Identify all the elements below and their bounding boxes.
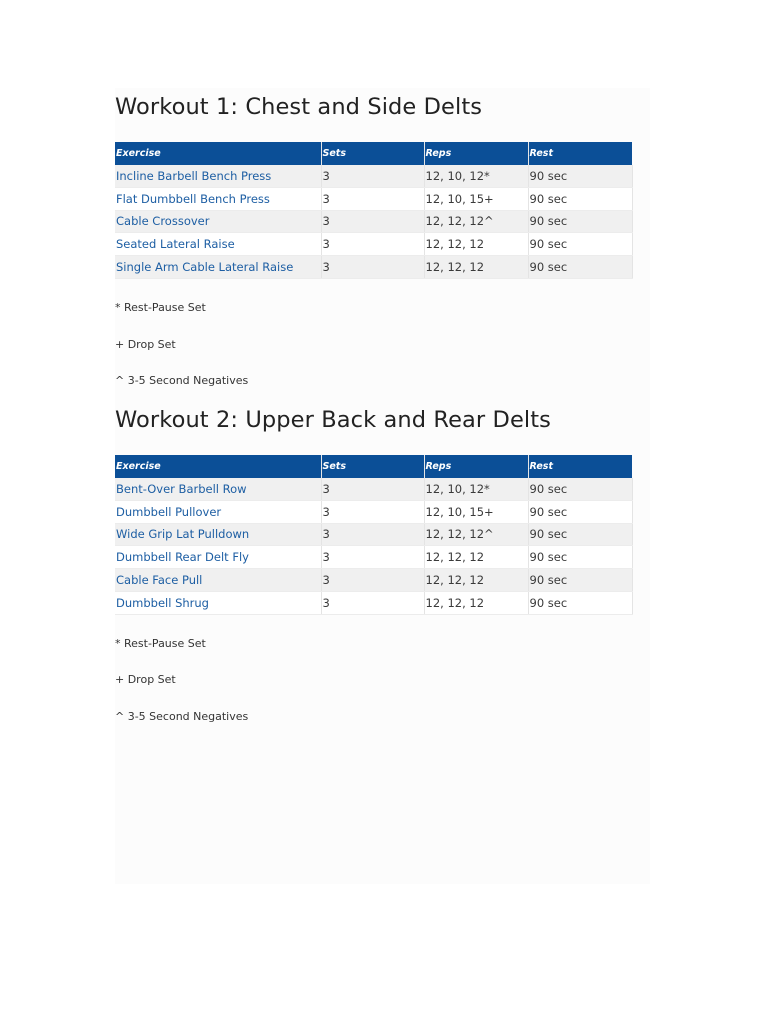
rest-cell: 90 sec <box>528 546 632 569</box>
note-rest-pause: * Rest-Pause Set <box>115 300 206 314</box>
reps-cell: 12, 12, 12^ <box>424 523 528 546</box>
workout-1-section <box>115 88 635 410</box>
table-row <box>115 256 632 279</box>
sets-cell: 3 <box>321 500 424 523</box>
exercise-link[interactable]: Flat Dumbbell Bench Press <box>115 187 321 210</box>
column-header-reps: Reps <box>424 455 528 478</box>
sets-cell: 3 <box>321 478 424 500</box>
note-drop-set: + Drop Set <box>115 337 176 351</box>
note-negatives: ^ 3-5 Second Negatives <box>115 710 249 724</box>
sets-cell: 3 <box>321 165 424 187</box>
reps-cell: 12, 12, 12 <box>424 256 528 279</box>
column-header-rest: Rest <box>528 142 632 165</box>
workout-2-title: Workout 2: Upper Back and Rear Delts <box>115 407 551 433</box>
reps-cell: 12, 10, 15+ <box>424 500 528 523</box>
sets-cell: 3 <box>321 210 424 233</box>
table-row <box>115 500 632 523</box>
note-drop-set: + Drop Set <box>115 673 176 687</box>
note-negatives: ^ 3-5 Second Negatives <box>115 374 249 388</box>
table-row <box>115 210 632 233</box>
table-row <box>115 478 632 500</box>
sets-cell: 3 <box>321 591 424 614</box>
reps-cell: 12, 12, 12^ <box>424 210 528 233</box>
exercise-link[interactable]: Dumbbell Rear Delt Fly <box>115 546 321 569</box>
table-header-row <box>115 455 632 478</box>
rest-cell: 90 sec <box>528 523 632 546</box>
column-header-exercise: Exercise <box>115 455 321 478</box>
rest-cell: 90 sec <box>528 187 632 210</box>
sets-cell: 3 <box>321 256 424 279</box>
reps-cell: 12, 10, 12* <box>424 478 528 500</box>
table-row <box>115 165 632 187</box>
exercise-link[interactable]: Dumbbell Shrug <box>115 591 321 614</box>
table-row <box>115 569 632 592</box>
note-rest-pause: * Rest-Pause Set <box>115 636 206 650</box>
reps-cell: 12, 10, 15+ <box>424 187 528 210</box>
rest-cell: 90 sec <box>528 210 632 233</box>
column-header-sets: Sets <box>321 142 424 165</box>
workout-2-notes <box>115 636 635 746</box>
sets-cell: 3 <box>321 187 424 210</box>
column-header-exercise: Exercise <box>115 142 321 165</box>
rest-cell: 90 sec <box>528 569 632 592</box>
sets-cell: 3 <box>321 569 424 592</box>
sets-cell: 3 <box>321 523 424 546</box>
reps-cell: 12, 12, 12 <box>424 591 528 614</box>
exercise-link[interactable]: Cable Face Pull <box>115 569 321 592</box>
table-row <box>115 546 632 569</box>
sets-cell: 3 <box>321 233 424 256</box>
exercise-link[interactable]: Dumbbell Pullover <box>115 500 321 523</box>
reps-cell: 12, 12, 12 <box>424 233 528 256</box>
exercise-link[interactable]: Seated Lateral Raise <box>115 233 321 256</box>
column-header-rest: Rest <box>528 455 632 478</box>
workout-2-table <box>115 455 633 615</box>
table-row <box>115 523 632 546</box>
workout-1-table <box>115 142 633 279</box>
rest-cell: 90 sec <box>528 500 632 523</box>
column-header-sets: Sets <box>321 455 424 478</box>
reps-cell: 12, 12, 12 <box>424 546 528 569</box>
rest-cell: 90 sec <box>528 165 632 187</box>
table-row <box>115 187 632 210</box>
workout-2-section <box>115 401 635 746</box>
rest-cell: 90 sec <box>528 478 632 500</box>
rest-cell: 90 sec <box>528 233 632 256</box>
exercise-link[interactable]: Wide Grip Lat Pulldown <box>115 523 321 546</box>
sets-cell: 3 <box>321 546 424 569</box>
table-row <box>115 233 632 256</box>
workout-1-title: Workout 1: Chest and Side Delts <box>115 94 483 120</box>
table-header-row <box>115 142 632 165</box>
table-row <box>115 591 632 614</box>
rest-cell: 90 sec <box>528 256 632 279</box>
exercise-link[interactable]: Bent-Over Barbell Row <box>115 478 321 500</box>
reps-cell: 12, 10, 12* <box>424 165 528 187</box>
reps-cell: 12, 12, 12 <box>424 569 528 592</box>
exercise-link[interactable]: Incline Barbell Bench Press <box>115 165 321 187</box>
column-header-reps: Reps <box>424 142 528 165</box>
exercise-link[interactable]: Cable Crossover <box>115 210 321 233</box>
exercise-link[interactable]: Single Arm Cable Lateral Raise <box>115 256 321 279</box>
rest-cell: 90 sec <box>528 591 632 614</box>
workout-1-notes <box>115 300 635 410</box>
